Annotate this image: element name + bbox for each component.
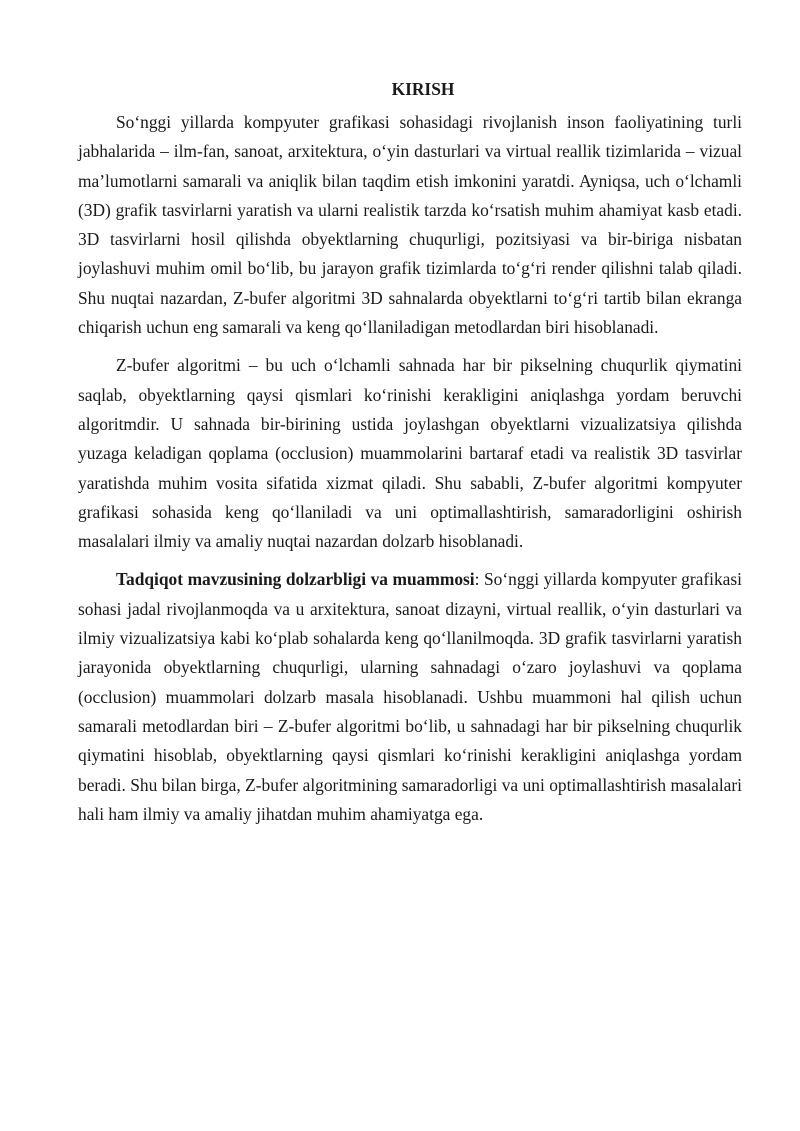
paragraph-3 [78,565,742,829]
paragraph-3-text: : So‘nggi yillarda kompyuter grafikasi sohasi jadal rivojlanmoqda va u arxitektura, sanoat dizayni, virtual reallik, o‘yin dasturlari va ilmiy vizualizatsiya kabi ko‘plab sohalarda keng qo‘llanilmoqda. 3D grafik tasvirlarni yaratish jarayonida obyektlarning chuqurligi, ularning sahnadagi o‘zaro joylashuvi va qoplama (occlusion) muammolari dolzarb masala hisoblanadi. Ushbu muammoni hal qilish uchun samarali metodlardan biri – Z-bufer algoritmi bo‘lib, u sahnadagi har bir pikselning chuqurlik qiymatini hisoblab, obyektlarning qaysi qismlari ko‘rinishi kerakligini aniqlashga yordam beradi. Shu bilan birga, Z-bufer algoritmining samaradorligi va uni optimallashtirish masalalari hali ham ilmiy va amaliy jihatdan muhim ahamiyatga ega. [78,569,742,824]
paragraph-2 [78,351,742,556]
document-page [78,76,742,838]
paragraph-1-text: So‘nggi yillarda kompyuter grafikasi sohasidagi rivojlanish inson faoliyatining turli jabhalarida – ilm-fan, sanoat, arxitektura, o‘yin dasturlari va virtual reallik tizimlarida – vizual ma’lumotlarni samarali va aniqlik bilan taqdim etish imkonini yaratdi. Ayniqsa, uch o‘lchamli (3D) grafik tasvirlarni yaratish va ularni realistik tarzda ko‘rsatish muhim ahamiyat kasb etadi. 3D tasvirlarni hosil qilishda obyektlarning chuqurligi, pozitsiyasi va bir-biriga nisbatan joylashuvi muhim omil bo‘lib, bu jarayon grafik tizimlarda to‘g‘ri render qilishni talab qiladi. Shu nuqtai nazardan, Z-bufer algoritmi 3D sahnalarda obyektlarni to‘g‘ri tartib bilan ekranga chiqarish uchun eng samarali va keng qo‘llaniladigan metodlardan biri hisoblanadi. [78,112,742,338]
paragraph-1 [78,108,742,342]
paragraph-2-text: Z-bufer algoritmi – bu uch o‘lchamli sahnada har bir pikselning chuqurlik qiymatini saqlab, obyektlarning qaysi qismlari ko‘rinishi kerakligini aniqlashga yordam beruvchi algoritmdir. U sahnada bir-birining ustida joylashgan obyektlarni vizualizatsiya qilishda yuzaga keladigan qoplama (occlusion) muammolarini bartaraf etadi va realistik 3D tasvirlar yaratishda muhim vosita sifatida xizmat qiladi. Shu sababli, Z-bufer algoritmi kompyuter grafikasi sohasida keng qo‘llaniladi va uni optimallashtirish, samaradorligini oshirish masalalari ilmiy va amaliy nuqtai nazardan dolzarb hisoblanadi. [78,355,742,552]
section-title: KIRISH [391,79,455,99]
paragraph-3-lead: Tadqiqot mavzusining dolzarbligi va muammosi [116,569,475,590]
